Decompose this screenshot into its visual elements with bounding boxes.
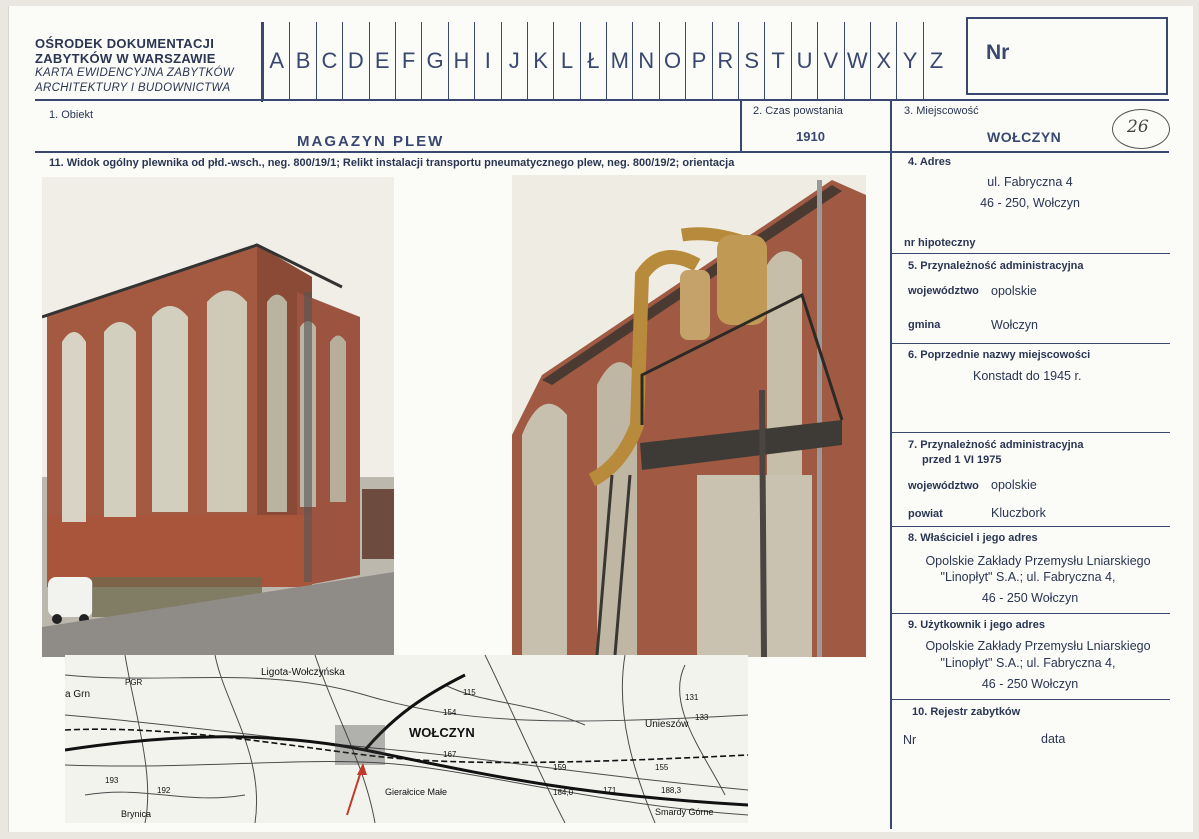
alphabet-index [263,22,949,100]
map-label-gieraltowice: Gierałcice Małe [385,787,448,797]
poprz-label: 6. Poprzednie nazwy miejscowości [908,349,1091,361]
alphabet-letter-e[interactable]: E [369,22,395,100]
map-number-11: 193 [105,776,119,785]
nr-box [966,17,1168,95]
alphabet-letter-c[interactable]: C [316,22,342,100]
wlasc-label: 8. Właściciel i jego adres [908,532,1038,544]
alphabet-letter-l[interactable]: L [553,22,579,100]
powiat-label: powiat [908,508,943,520]
alphabet-letter-w[interactable]: W [844,22,870,100]
admin75-label-1: 7. Przynależność administracyjna [908,439,1084,451]
rejestr-data: data [1041,732,1066,746]
alphabet-letter-h[interactable]: H [448,22,474,100]
woj75-value: opolskie [991,478,1037,492]
rejestr-label: 10. Rejestr zabytków [912,706,1021,718]
alphabet-letter-b[interactable]: B [289,22,315,100]
widok-label: 11. Widok ogólny plewnika od płd.-wsch., neg. 800/19/1; Relikt instalacji transportu pneumatycznego plew, neg. 800/19/2; orientacja [49,157,735,169]
map-number-1: 115 [463,688,476,697]
header-rule [35,99,1169,101]
alphabet-letter-o[interactable]: O [659,22,685,100]
rule-10 [892,699,1170,700]
miejscowosc-value: WOŁCZYN [987,129,1062,145]
alphabet-letter-x[interactable]: X [870,22,896,100]
map-number-8: 133 [695,713,709,722]
map-number-9: 184,0 [553,788,574,797]
photo-general-view [42,177,394,657]
alphabet-letter-j[interactable]: J [501,22,527,100]
map-label-ligota: Ligota-Wołczyńska [261,667,345,678]
alphabet-letter-d[interactable]: D [342,22,368,100]
map-label-smardy: Smardy Górne [655,807,714,817]
alphabet-letter-t[interactable]: T [764,22,790,100]
map-label-unieszow: Unieszów [645,719,689,730]
alphabet-letter-s[interactable]: S [738,22,764,100]
alphabet-letter-i[interactable]: I [474,22,500,100]
admin75-label-2: przed 1 VI 1975 [922,454,1002,466]
organization-header [35,36,234,96]
map-number-10: 188,3 [661,786,682,795]
org-line-3: KARTA EWIDENCYJNA ZABYTKÓW [35,67,234,79]
alphabet-letter-k[interactable]: K [527,22,553,100]
woj-label: województwo [908,285,979,297]
alphabet-letter-g[interactable]: G [421,22,447,100]
map-label-wolczyn: WOŁCZYN [409,725,475,740]
alphabet-letter-y[interactable]: Y [896,22,922,100]
warehouse-photo-image [42,177,394,657]
czas-value: 1910 [796,129,825,144]
wlasc-line-2: "Linopłyt" S.A.; ul. Fabryczna 4, [940,570,1116,584]
map-number-6: 171 [603,786,617,795]
record-card [8,6,1193,832]
obiekt-value: MAGAZYN PLEW [297,133,445,150]
alphabet-letter-m[interactable]: M [606,22,632,100]
obiekt-label: 1. Obiekt [49,109,94,121]
handwritten-number: 26 [1127,117,1149,137]
alphabet-letter-z[interactable]: Z [923,22,949,100]
map-number-4: 159 [553,763,567,772]
alphabet-letter-f[interactable]: F [395,22,421,100]
rule-6 [892,343,1170,344]
adres-label: 4. Adres [908,156,952,168]
rule-5 [892,253,1170,254]
alphabet-letter-u[interactable]: U [791,22,817,100]
map-label-pgr: PGR [125,678,143,687]
admin-label: 5. Przynależność administracyjna [908,260,1084,272]
nr-label: Nr [986,41,1010,64]
uzyt-line-1: Opolskie Zakłady Przemysłu Lniarskiego [925,639,1151,653]
map-number-5: 155 [655,763,669,772]
woj75-label: województwo [908,480,979,492]
alphabet-letter-ł[interactable]: Ł [580,22,606,100]
hipoteczny-label: nr hipoteczny [904,237,976,249]
poprz-value: Konstadt do 1945 r. [973,369,1082,383]
miejscowosc-label: 3. Miejscowość [904,105,979,117]
adres-line-2: 46 - 250, Wołczyn [980,196,1080,210]
map-number-2: 154 [443,708,457,717]
map-number-7: 131 [685,693,699,702]
photo-pneumatic-relic [512,175,866,657]
woj-value: opolskie [991,284,1037,298]
wlasc-line-1: Opolskie Zakłady Przemysłu Lniarskiego [925,554,1151,568]
cyclone-photo-image [512,175,866,657]
location-map [65,655,748,823]
alphabet-letter-n[interactable]: N [632,22,658,100]
map-number-3: 167 [443,750,457,759]
map-number-12: 192 [157,786,171,795]
handwritten-oval [1112,109,1170,149]
map-label-brynica: Brynica [121,809,152,819]
org-line-4: ARCHITEKTURY I BUDOWNICTWA [35,82,231,94]
uzyt-label: 9. Użytkownik i jego adres [908,619,1045,631]
alphabet-letter-p[interactable]: P [685,22,711,100]
gmina-label: gmina [908,319,941,331]
alphabet-letter-r[interactable]: R [712,22,738,100]
rule-7 [892,432,1170,433]
gmina-value: Wołczyn [991,318,1039,332]
rule-8 [892,526,1170,527]
czas-label: 2. Czas powstania [753,105,843,117]
rejestr-nr: Nr [903,733,917,747]
wlasc-line-3: 46 - 250 Wołczyn [981,591,1079,605]
org-line-2: ZABYTKÓW W WARSZAWIE [35,51,216,66]
row-rule-1 [35,151,1169,153]
right-column-divider [890,99,892,829]
adres-line-1: ul. Fabryczna 4 [987,175,1073,189]
rule-9 [892,613,1170,614]
alphabet-letter-a[interactable]: A [263,22,289,100]
alphabet-letter-v[interactable]: V [817,22,843,100]
col-divider-1 [740,99,742,153]
uzyt-line-3: 46 - 250 Wołczyn [981,677,1079,691]
topographic-map [65,655,748,823]
map-label-grn: a Grn [65,689,91,700]
uzyt-line-2: "Linopłyt" S.A.; ul. Fabryczna 4, [940,656,1116,670]
powiat-value: Kluczbork [991,506,1046,520]
org-line-1: OŚRODEK DOKUMENTACJI [35,36,215,51]
